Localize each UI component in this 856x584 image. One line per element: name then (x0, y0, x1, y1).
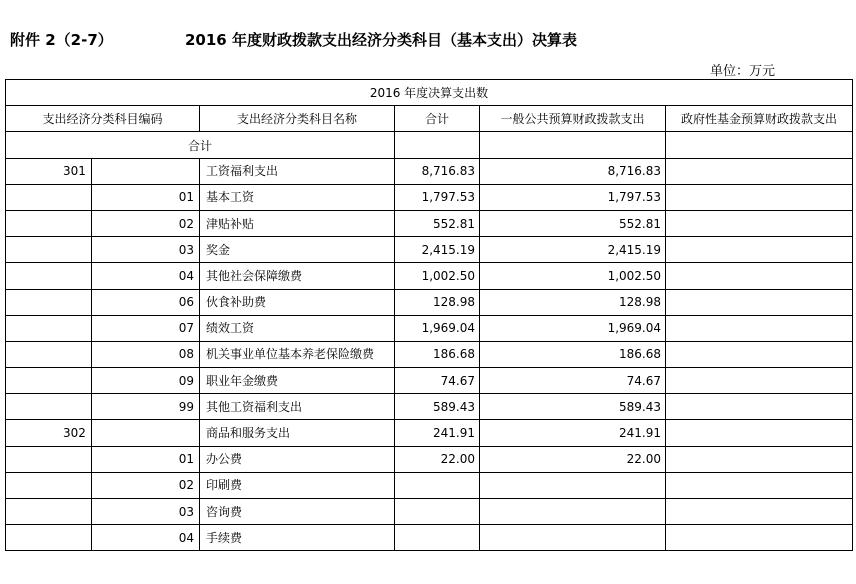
fund-budget-amount (666, 368, 853, 394)
total-amount: 1,002.50 (395, 263, 480, 289)
col-header-name: 支出经济分类科目名称 (200, 106, 395, 132)
item-code: 04 (92, 263, 200, 289)
fund-budget-amount (666, 263, 853, 289)
table-row (6, 525, 853, 551)
item-code: 02 (92, 210, 200, 236)
category-code (6, 394, 92, 420)
fund-budget-amount (666, 499, 853, 525)
item-code: 03 (92, 237, 200, 263)
fund-budget-amount (666, 394, 853, 420)
table-row (6, 315, 853, 341)
general-budget-amount: 186.68 (480, 341, 666, 367)
category-code (6, 525, 92, 551)
total-amount: 186.68 (395, 341, 480, 367)
item-code: 04 (92, 525, 200, 551)
item-name: 津贴补贴 (200, 210, 395, 236)
table-row (6, 446, 853, 472)
group-header-row (6, 80, 853, 106)
general-budget-amount (480, 499, 666, 525)
general-budget-amount: 552.81 (480, 210, 666, 236)
fund-budget-amount (666, 525, 853, 551)
item-name: 办公费 (200, 446, 395, 472)
total-label: 合计 (6, 132, 395, 158)
item-code: 08 (92, 341, 200, 367)
total-amount: 128.98 (395, 289, 480, 315)
col-header-total: 合计 (395, 106, 480, 132)
category-code (6, 237, 92, 263)
category-code (6, 499, 92, 525)
item-code: 02 (92, 472, 200, 498)
category-code (6, 184, 92, 210)
table-row (6, 237, 853, 263)
item-code (92, 158, 200, 184)
item-code: 99 (92, 394, 200, 420)
total-amount (395, 472, 480, 498)
total-amount: 241.91 (395, 420, 480, 446)
total-fund (666, 132, 853, 158)
general-budget-amount: 1,797.53 (480, 184, 666, 210)
total-amount: 589.43 (395, 394, 480, 420)
category-code (6, 315, 92, 341)
general-budget-amount: 22.00 (480, 446, 666, 472)
general-budget-amount: 8,716.83 (480, 158, 666, 184)
page-title: 2016 年度财政拨款支出经济分类科目（基本支出）决算表 (185, 31, 577, 49)
fund-budget-amount (666, 341, 853, 367)
item-name: 其他社会保障缴费 (200, 263, 395, 289)
item-code: 07 (92, 315, 200, 341)
fund-budget-amount (666, 289, 853, 315)
total-amount (395, 525, 480, 551)
general-budget-amount (480, 525, 666, 551)
table-row (6, 289, 853, 315)
category-code: 301 (6, 158, 92, 184)
category-code (6, 472, 92, 498)
item-code: 09 (92, 368, 200, 394)
total-amount: 22.00 (395, 446, 480, 472)
col-header-general: 一般公共预算财政拨款支出 (480, 106, 666, 132)
general-budget-amount: 74.67 (480, 368, 666, 394)
general-budget-amount: 1,969.04 (480, 315, 666, 341)
general-budget-amount: 589.43 (480, 394, 666, 420)
fund-budget-amount (666, 420, 853, 446)
table-row (6, 368, 853, 394)
item-code: 01 (92, 184, 200, 210)
category-code (6, 289, 92, 315)
fund-budget-amount (666, 315, 853, 341)
col-header-code: 支出经济分类科目编码 (6, 106, 200, 132)
category-code (6, 368, 92, 394)
unit-label: 单位：万元 (710, 64, 776, 79)
item-name: 职业年金缴费 (200, 368, 395, 394)
category-code (6, 263, 92, 289)
item-code: 03 (92, 499, 200, 525)
item-name: 印刷费 (200, 472, 395, 498)
item-name: 绩效工资 (200, 315, 395, 341)
general-budget-amount: 241.91 (480, 420, 666, 446)
item-name: 工资福利支出 (200, 158, 395, 184)
general-budget-amount: 128.98 (480, 289, 666, 315)
item-name: 基本工资 (200, 184, 395, 210)
attachment-label: 附件 2（2-7） (10, 31, 113, 49)
fund-budget-amount (666, 184, 853, 210)
total-amount: 552.81 (395, 210, 480, 236)
total-amount (395, 499, 480, 525)
item-name: 咨询费 (200, 499, 395, 525)
total-amount: 2,415.19 (395, 237, 480, 263)
item-name: 奖金 (200, 237, 395, 263)
fund-budget-amount (666, 446, 853, 472)
table-row (6, 341, 853, 367)
item-code: 06 (92, 289, 200, 315)
fund-budget-amount (666, 158, 853, 184)
total-amount: 74.67 (395, 368, 480, 394)
fund-budget-amount (666, 472, 853, 498)
total-general (480, 132, 666, 158)
budget-table (5, 79, 853, 551)
table-row (6, 499, 853, 525)
total-amount: 1,797.53 (395, 184, 480, 210)
total-row (6, 132, 853, 158)
table-row (6, 158, 853, 184)
table-row (6, 184, 853, 210)
total-value (395, 132, 480, 158)
fund-budget-amount (666, 237, 853, 263)
item-code: 01 (92, 446, 200, 472)
item-name: 机关事业单位基本养老保险缴费 (200, 341, 395, 367)
table-row (6, 263, 853, 289)
general-budget-amount: 2,415.19 (480, 237, 666, 263)
table-row (6, 210, 853, 236)
category-code (6, 210, 92, 236)
item-name: 其他工资福利支出 (200, 394, 395, 420)
category-code (6, 341, 92, 367)
table-row (6, 420, 853, 446)
table-row (6, 472, 853, 498)
category-code (6, 446, 92, 472)
general-budget-amount: 1,002.50 (480, 263, 666, 289)
item-name: 商品和服务支出 (200, 420, 395, 446)
general-budget-amount (480, 472, 666, 498)
item-name: 手续费 (200, 525, 395, 551)
group-header: 2016 年度决算支出数 (6, 80, 853, 106)
col-header-fund: 政府性基金预算财政拨款支出 (666, 106, 853, 132)
item-code (92, 420, 200, 446)
total-amount: 8,716.83 (395, 158, 480, 184)
category-code: 302 (6, 420, 92, 446)
table-row (6, 394, 853, 420)
item-name: 伙食补助费 (200, 289, 395, 315)
total-amount: 1,969.04 (395, 315, 480, 341)
fund-budget-amount (666, 210, 853, 236)
column-header-row (6, 106, 853, 132)
